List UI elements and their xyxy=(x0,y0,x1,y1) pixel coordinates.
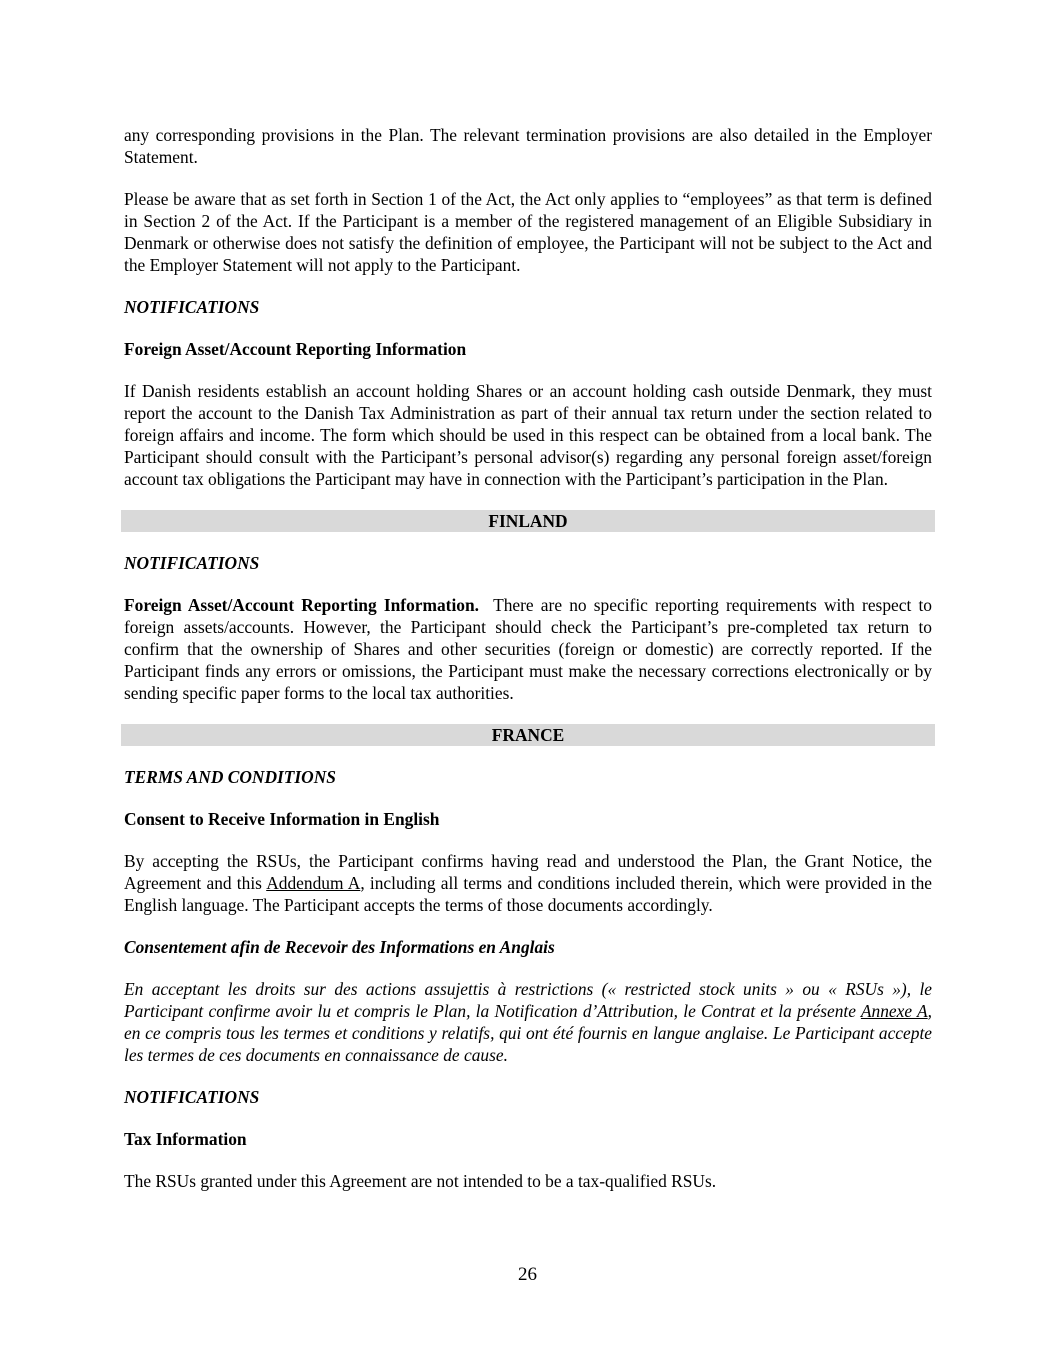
france-section-band: FRANCE xyxy=(121,724,935,746)
france-consent-body-end: , including all terms and conditions included therein, which were provided in the English language. The Participant accepts the terms of those documents accordingly. xyxy=(124,873,932,915)
finland-section-band: FINLAND xyxy=(121,510,935,532)
france-french-consent-paragraph xyxy=(124,978,932,1066)
finland-foreign-asset-paragraph xyxy=(124,594,932,704)
denmark-foreign-asset-heading: Foreign Asset/Account Reporting Information xyxy=(124,339,467,359)
paragraph-act-scope: Please be aware that as set forth in Section 1 of the Act, the Act only applies to “employees” as that term is defined in Section 2 of the Act. If the Participant is a member of the registered management of an Eligible Subsidiary in Denmark or otherwise does not satisfy the definition of employee, the Participant will not be subject to the Act and the Employer Statement will not apply to the Participant. xyxy=(124,189,932,275)
addendum-a-reference: Addendum A xyxy=(266,873,361,893)
france-french-body-end: , en ce compris tous les termes et conditions y relatifs, qui ont été fournis en langue anglaise. Le Participant accepte les termes de ces documents en connaissance de cause. xyxy=(124,1001,933,1065)
france-french-body-start: En acceptant les droits sur des actions assujettis à restrictions (« restricted stock units » ou « RSUs »), le Participant confirme avoir lu et compris le Plan, la Notification d’Attribution, le Contrat et la présente xyxy=(124,979,932,1021)
page-number: 26 xyxy=(518,1264,537,1285)
finland-notifications-heading: NOTIFICATIONS xyxy=(124,553,260,573)
denmark-notifications-heading: NOTIFICATIONS xyxy=(124,297,260,317)
france-consent-heading: Consent to Receive Information in English xyxy=(124,809,440,829)
france-terms-heading: TERMS AND CONDITIONS xyxy=(124,767,336,787)
france-tax-body: The RSUs granted under this Agreement are not intended to be a tax-qualified RSUs. xyxy=(124,1171,717,1191)
annexe-a-reference: Annexe A xyxy=(860,1001,928,1021)
france-consent-paragraph xyxy=(124,850,932,916)
france-french-consent-heading: Consentement afin de Recevoir des Informations en Anglais xyxy=(124,937,555,957)
france-notifications-heading: NOTIFICATIONS xyxy=(124,1087,260,1107)
france-tax-heading: Tax Information xyxy=(124,1129,247,1149)
france-consent-body-start: By accepting the RSUs, the Participant confirms having read and understood the Plan, the Grant Notice, the Agreement and this xyxy=(124,851,932,893)
finland-foreign-asset-lead: Foreign Asset/Account Reporting Information. xyxy=(124,595,480,615)
denmark-foreign-asset-body: If Danish residents establish an account holding Shares or an account holding cash outside Denmark, they must report the account to the Danish Tax Administration as part of their annual tax return under the section related to foreign affairs and income. The form which should be used in this respect can be obtained from a local bank. The Participant should consult with the Participant’s personal advisor(s) regarding any personal foreign asset/foreign account tax obligations the Participant may have in connection with the Participant’s participation in the Plan. xyxy=(124,381,932,489)
finland-foreign-asset-body: There are no specific reporting requirements with respect to foreign assets/accounts. However, the Participant should check the Participant’s pre-completed tax return to confirm that the ownership of Shares and other securities (foreign or domestic) are correctly reported. If the Participant finds any errors or omissions, the Participant must make the necessary corrections electronically or by sending specific paper forms to the local tax authorities. xyxy=(124,595,932,703)
paragraph-continued: any corresponding provisions in the Plan. The relevant termination provisions are also detailed in the Employer Statement. xyxy=(124,125,932,167)
document-page xyxy=(124,124,932,1212)
